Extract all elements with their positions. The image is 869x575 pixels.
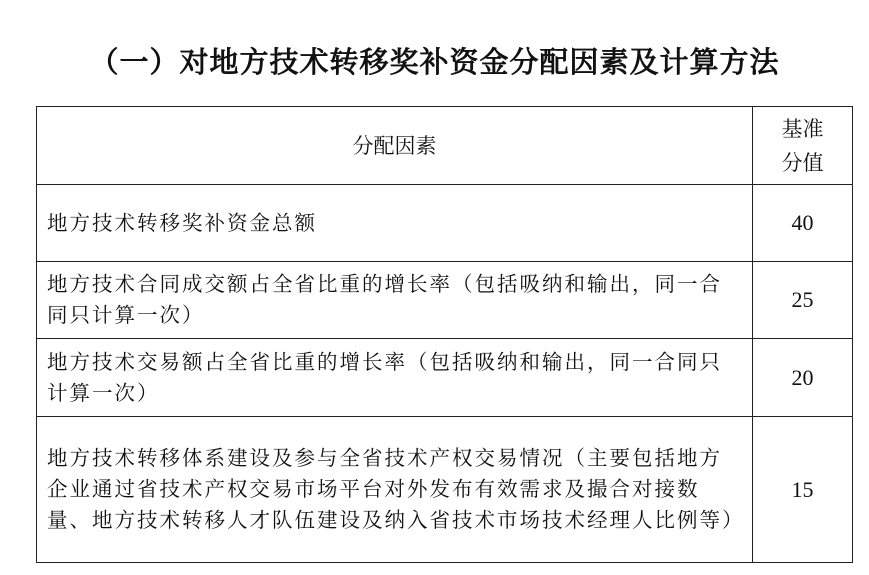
document-title: （一）对地方技术转移奖补资金分配因素及计算方法 <box>89 45 780 79</box>
header-base-score-line1: 基准 <box>781 116 824 141</box>
score-cell: 15 <box>753 417 853 563</box>
score-cell: 25 <box>753 262 853 339</box>
table-row <box>37 185 853 262</box>
factor-cell: 地方技术转移奖补资金总额 <box>37 185 753 262</box>
score-cell: 20 <box>753 339 853 417</box>
score-cell: 40 <box>753 185 853 262</box>
header-base-score-line2: 分值 <box>781 150 824 175</box>
header-base-score <box>753 107 853 185</box>
table-header-row <box>37 107 853 185</box>
table-row <box>37 417 853 563</box>
header-allocation-factor: 分配因素 <box>37 107 753 185</box>
factor-cell: 地方技术转移体系建设及参与全省技术产权交易情况（主要包括地方企业通过省技术产权交易市场平台对外发布有效需求及撮合对接数量、地方技术转移人才队伍建设及纳入省技术市场技术经理人比例等） <box>37 417 753 563</box>
factor-cell: 地方技术合同成交额占全省比重的增长率（包括吸纳和输出，同一合同只计算一次） <box>37 262 753 339</box>
factor-cell: 地方技术交易额占全省比重的增长率（包括吸纳和输出，同一合同只计算一次） <box>37 339 753 417</box>
table-row <box>37 262 853 339</box>
table-row <box>37 339 853 417</box>
allocation-table <box>36 106 853 563</box>
